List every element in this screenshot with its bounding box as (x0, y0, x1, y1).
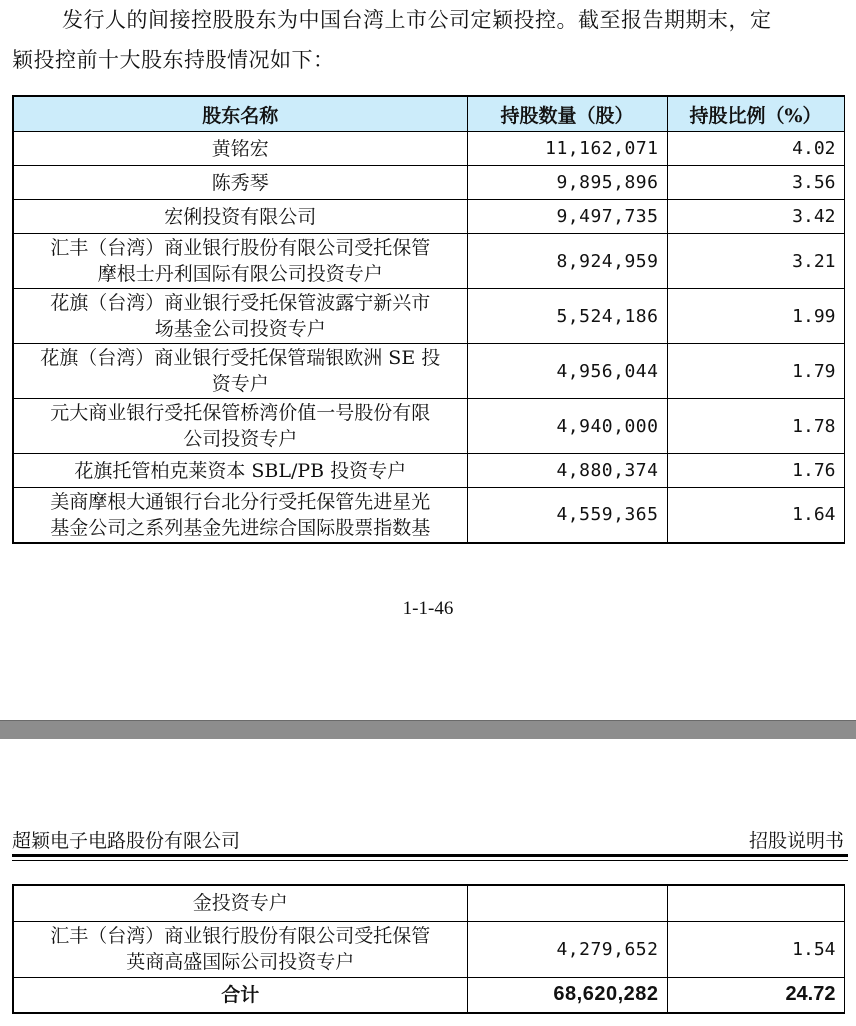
share-count: 5,524,186 (467, 289, 667, 344)
share-ratio: 3.56 (667, 166, 844, 200)
shareholder-name: 花旗托管柏克莱资本 SBL/PB 投资专户 (13, 454, 467, 488)
header-shareholder-name: 股东名称 (13, 96, 467, 132)
table-row (13, 132, 844, 166)
share-count: 8,924,959 (467, 234, 667, 289)
table-row (13, 344, 844, 399)
header-rule-thin (12, 860, 848, 861)
total-row (13, 977, 844, 1013)
table-row (13, 454, 844, 488)
share-count (467, 885, 667, 921)
shareholder-name-line2: 英商高盛国际公司投资专户 (126, 951, 355, 973)
table-row (13, 289, 844, 344)
shareholder-name-line1: 汇丰（台湾）商业银行股份有限公司受托保管 (50, 237, 431, 259)
shareholder-name-line2: 资专户 (211, 373, 269, 395)
shareholder-table (12, 95, 845, 544)
shareholder-name-line1: 花旗（台湾）商业银行受托保管瑞银欧洲 SE 投 (40, 347, 441, 369)
share-count: 4,559,365 (467, 488, 667, 543)
table-row (13, 234, 844, 289)
share-ratio: 1.76 (667, 454, 844, 488)
company-name-header: 超颖电子电路股份有限公司 (12, 830, 241, 852)
shareholder-name (13, 488, 467, 543)
shareholder-name-line1: 元大商业银行受托保管桥湾价值一号股份有限 (50, 402, 431, 424)
share-count: 4,279,652 (467, 921, 667, 977)
shareholder-name: 宏俐投资有限公司 (13, 200, 467, 234)
table-row (13, 885, 844, 921)
table-row (13, 488, 844, 543)
share-count: 4,940,000 (467, 399, 667, 454)
shareholder-name: 陈秀琴 (13, 166, 467, 200)
shareholder-name: 金投资专户 (13, 885, 467, 921)
header-rule-thick (12, 854, 848, 857)
share-count: 4,880,374 (467, 454, 667, 488)
table-row (13, 166, 844, 200)
share-ratio: 4.02 (667, 132, 844, 166)
shareholder-name-line2: 公司投资专户 (183, 428, 298, 450)
table-row (13, 200, 844, 234)
shareholder-name-line2: 基金公司之系列基金先进综合国际股票指数基 (50, 516, 431, 539)
shareholder-name (13, 289, 467, 344)
table-row (13, 399, 844, 454)
share-count: 11,162,071 (467, 132, 667, 166)
shareholder-table-continued (12, 884, 845, 1014)
shareholder-name (13, 234, 467, 289)
page-number: 1-1-46 (402, 598, 454, 619)
shareholder-name (13, 344, 467, 399)
header-share-ratio: 持股比例（%） (667, 96, 844, 132)
share-ratio (667, 885, 844, 921)
total-share-count: 68,620,282 (467, 977, 667, 1013)
shareholder-name (13, 399, 467, 454)
share-ratio: 1.99 (667, 289, 844, 344)
shareholder-name-line2: 场基金公司投资专户 (154, 318, 326, 340)
shareholder-name-line1: 汇丰（台湾）商业银行股份有限公司受托保管 (50, 925, 431, 947)
share-ratio: 3.42 (667, 200, 844, 234)
intro-paragraph-line2: 颖投控前十大股东持股情况如下： (12, 48, 335, 72)
share-count: 9,497,735 (467, 200, 667, 234)
shareholder-name: 黄铭宏 (13, 132, 467, 166)
share-ratio: 3.21 (667, 234, 844, 289)
share-ratio: 1.54 (667, 921, 844, 977)
shareholder-name-line1: 花旗（台湾）商业银行受托保管波露宁新兴市 (50, 292, 431, 314)
document-type-header: 招股说明书 (748, 830, 844, 852)
page-divider (0, 720, 856, 739)
share-ratio: 1.78 (667, 399, 844, 454)
table-header-row (13, 96, 844, 132)
shareholder-name (13, 921, 467, 977)
shareholder-name-line2: 摩根士丹利国际有限公司投资专户 (97, 263, 383, 285)
header-share-count: 持股数量（股） (467, 96, 667, 132)
total-share-ratio: 24.72 (667, 977, 844, 1013)
share-ratio: 1.79 (667, 344, 844, 399)
table-row (13, 921, 844, 977)
intro-paragraph-line1: 发行人的间接控股股东为中国台湾上市公司定颖投控。截至报告期期末，定 (62, 8, 772, 32)
share-count: 4,956,044 (467, 344, 667, 399)
total-label: 合计 (13, 977, 467, 1013)
share-ratio: 1.64 (667, 488, 844, 543)
share-count: 9,895,896 (467, 166, 667, 200)
shareholder-name-line1: 美商摩根大通银行台北分行受托保管先进星光 (50, 490, 431, 513)
